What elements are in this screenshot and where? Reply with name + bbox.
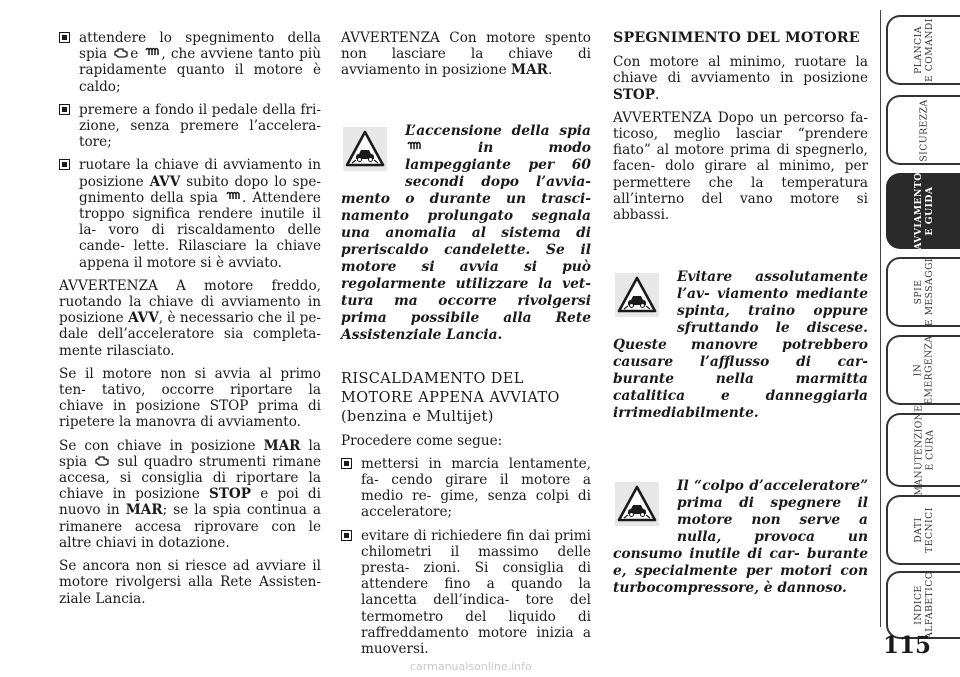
paragraph: AVVERTENZA A motore freddo, ruotando la chiave di avviamento in posizione AVV, è necessario che il pe- dale dell’acceleratore sia completa- mente rilasciato. [59, 277, 321, 359]
tab-spie[interactable]: SPIE E MESSAGGI [886, 257, 960, 327]
paragraph: Se con chiave in posizione MAR la spia sul quadro strumenti rimane accesa, si consiglia di riportare la chiave in posizione STOP e poi di nuovo in MAR; se la spia continua a rimanere accesa riprovare con le altre chiavi in dotazione. [59, 437, 321, 551]
paragraph: AVVERTENZA Con motore spento non lasciare la chiave di avviamento in posizione MAR. [341, 30, 591, 79]
paragraph: Se il motore non si avvia al primo ten- tativo, occorre riportare la chiave in posizione STOP prima di ripetere la manovra di avviamento. [59, 365, 321, 431]
tab-dati-tecnici[interactable]: DATI TECNICI [886, 495, 960, 565]
paragraph: Con motore al minimo, ruotare la chiave di avviamento in posizione STOP. [613, 54, 868, 103]
tab-manutenzione[interactable]: MANUTENZIONE E CURA [886, 413, 960, 487]
column-2 [341, 30, 591, 664]
tab-emergenza[interactable]: IN EMERGENZA [886, 335, 960, 405]
section-heading: RISCALDAMENTO DEL MOTORE APPENA AVVIATO (benzina e Multijet) [341, 370, 560, 425]
tab-sicurezza[interactable]: SICUREZZA [886, 95, 960, 165]
warning-box: Il “colpo d’acceleratore” prima di spegnere il motore non serve a nulla, provoca un consumo inutile di car- burante e, specialmente per motori con turbocompressore, è dannoso. [613, 478, 868, 597]
list-item: mettersi in marcia lentamente, fa- cendo girare il motore a medio re- gime, senza colpi di acceleratore; [341, 456, 591, 521]
column-3 [613, 30, 868, 597]
page-number: 115 [883, 632, 932, 659]
checkbox-bullet-icon [59, 32, 70, 43]
checkbox-bullet-icon [59, 159, 70, 170]
warning-box: Evitare assolutamente l’av- viamento mediante spinta, traino oppure sfruttando le discese. Queste manovre potrebbero causare l’afflusso di car- burante nella marmitta catalitica e danneggiarla irrimediabilmente. [613, 269, 868, 422]
list-item: ruotare la chiave di avviamento in posizione AVV subito dopo lo spe- gnimento della spia . Attendere troppo significa rendere inutile il la- voro di riscaldamento delle cande- lette. Rilasciare la chiave appena il motore si è avviato. [59, 157, 321, 270]
car-warning-triangle-icon [615, 273, 659, 317]
tab-indice[interactable]: INDICE ALFABETICO [886, 571, 960, 639]
car-warning-triangle-icon [615, 482, 659, 526]
column-1 [59, 30, 321, 614]
paragraph: Se ancora non si riesce ad avviare il motore rivolgersi alla Rete Assisten- ziale Lancia. [59, 558, 321, 607]
car-warning-triangle-icon [343, 127, 387, 171]
section-heading: SPEGNIMENTO DEL MOTORE [613, 30, 860, 46]
checkbox-bullet-icon [341, 530, 352, 541]
list-item: evitare di richiedere fin dai primi chilometri il massimo delle presta- zioni. Si consiglia di attendere fino a quando la lancetta dell’indica- tore del termometro del liquido di raffreddamento motore inizia a muoversi. [341, 528, 591, 658]
engine-fault-indicator-icon [95, 455, 109, 467]
section-tabs [880, 15, 960, 639]
glow-plug-indicator-icon [407, 141, 421, 153]
watermark: carmanualsonline.info [410, 660, 532, 673]
glow-plug-indicator-icon [226, 191, 240, 203]
engine-fault-indicator-icon [114, 47, 128, 59]
checkbox-bullet-icon [59, 104, 70, 115]
tab-plancia[interactable]: PLANCIA E COMANDI [886, 15, 960, 85]
glow-plug-indicator-icon [145, 47, 159, 59]
paragraph: AVVERTENZA Dopo un percorso fa- ticoso, meglio lasciar “prendere fiato” al motore prima di spegnerlo, facen- dolo girare al minimo, per permettere che la temperatura all’interno del vano motore si abbassi. [613, 109, 868, 224]
warning-box: L’accensione della spia in modo lampeggiante per 60 secondi dopo l’avvia- mento o durante un trasci- namento prolungato segnala una anomalia al sistema di preriscaldo candelette. Se il motore si avvia si può regolarmente utilizzare la vet- tura ma occorre rivolgersi prima possibile alla Rete Assistenziale Lancia. [341, 122, 591, 343]
list-item: attendere lo spegnimento della spia e , che avviene tanto più rapidamente quanto il motore è caldo; [59, 30, 321, 95]
paragraph: Procedere come segue: [341, 432, 503, 449]
tab-avviamento[interactable]: AVVIAMENTO E GUIDA [886, 173, 960, 249]
list-item: premere a fondo il pedale della fri- zione, senza premere l’accelera- tore; [59, 102, 321, 151]
checkbox-bullet-icon [341, 458, 352, 469]
